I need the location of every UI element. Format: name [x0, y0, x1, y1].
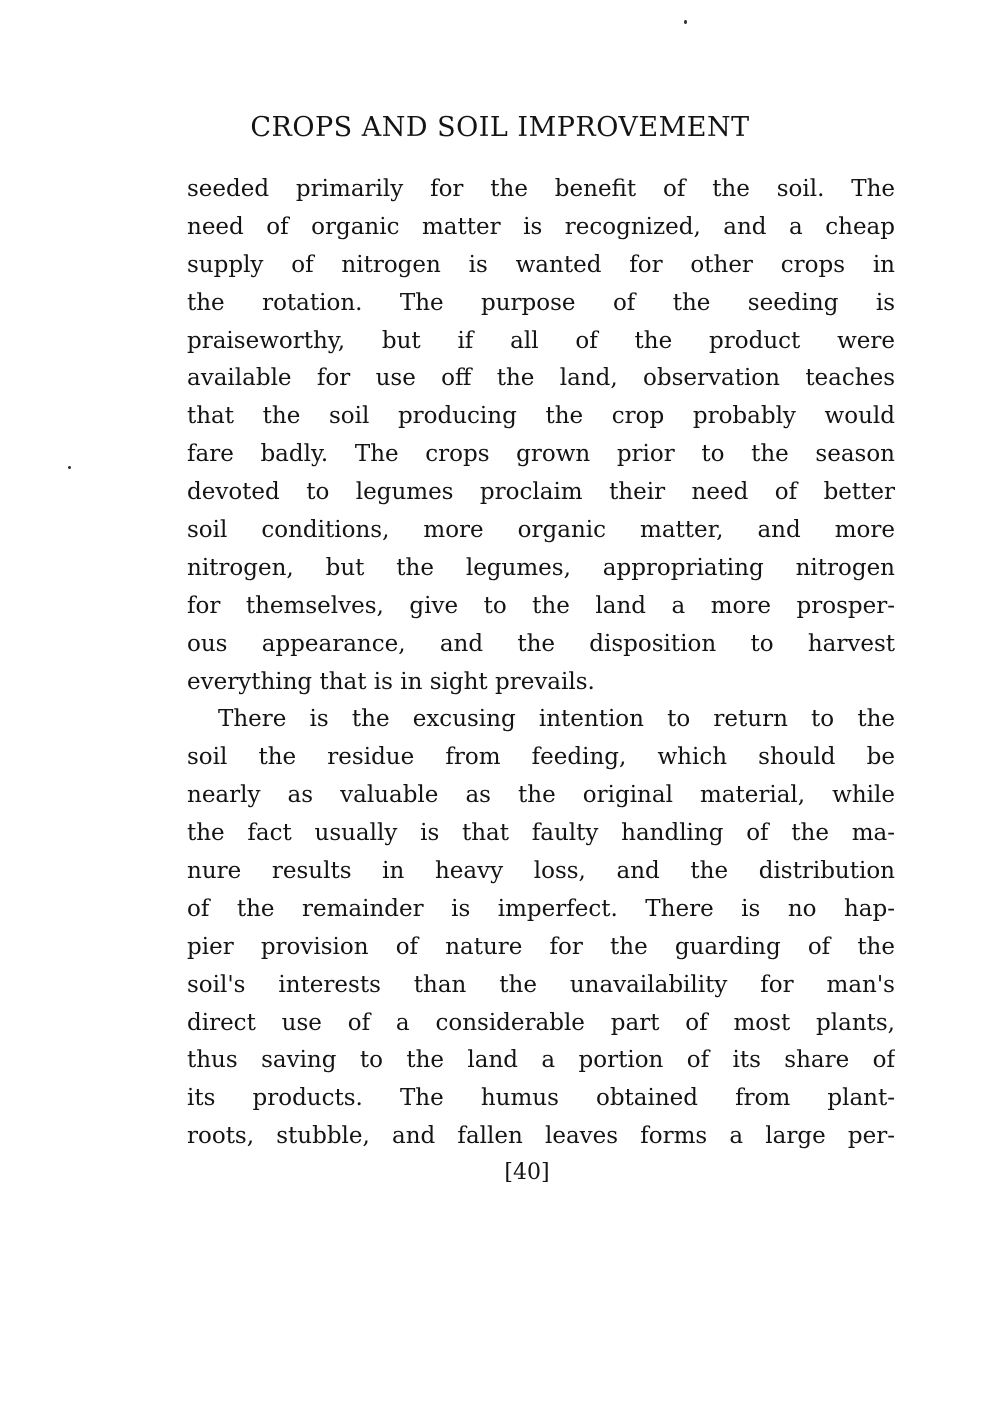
text-line: fare badly. The crops grown prior to the season [187, 441, 895, 468]
text-line: of the remainder is imperfect. There is no hap- [187, 895, 895, 922]
text-line: There is the excusing intention to return to the [218, 706, 895, 733]
page-number: [40] [504, 1160, 550, 1185]
text-line: roots, stubble, and fallen leaves forms a large per- [187, 1123, 895, 1150]
text-line: soil conditions, more organic matter, and more [187, 517, 895, 544]
text-line: nure results in heavy loss, and the distribution [187, 858, 895, 885]
text-line: devoted to legumes proclaim their need of better [187, 479, 895, 506]
text-line: praiseworthy, but if all of the product were [187, 327, 895, 354]
text-line: direct use of a considerable part of most plants, [187, 1009, 895, 1036]
text-line: ous appearance, and the disposition to harvest [187, 630, 895, 657]
text-line: pier provision of nature for the guarding of the [187, 933, 895, 960]
text-line: available for use off the land, observation teaches [187, 365, 895, 392]
page-body [187, 171, 895, 1156]
text-line: nearly as valuable as the original material, while [187, 782, 895, 809]
text-line: supply of nitrogen is wanted for other crops in [187, 251, 895, 278]
text-line: that the soil producing the crop probably would [187, 403, 895, 430]
text-line: nitrogen, but the legumes, appropriating nitrogen [187, 554, 895, 581]
text-line: the rotation. The purpose of the seeding is [187, 289, 895, 316]
text-line: thus saving to the land a portion of its share of [187, 1047, 895, 1074]
text-line: the fact usually is that faulty handling of the ma- [187, 820, 895, 847]
text-line: its products. The humus obtained from plant- [187, 1085, 895, 1112]
text-line: soil's interests than the unavailability for man's [187, 971, 895, 998]
running-header: CROPS AND SOIL IMPROVEMENT [250, 112, 750, 143]
text-line: for themselves, give to the land a more prosper- [187, 592, 895, 619]
text-line: everything that is in sight prevails. [187, 668, 595, 695]
scan-speck [684, 20, 687, 24]
text-line: seeded primarily for the benefit of the soil. The [187, 176, 895, 202]
text-line: soil the residue from feeding, which should be [187, 744, 895, 771]
text-line: need of organic matter is recognized, and a cheap [187, 213, 895, 240]
scan-speck [68, 466, 71, 469]
